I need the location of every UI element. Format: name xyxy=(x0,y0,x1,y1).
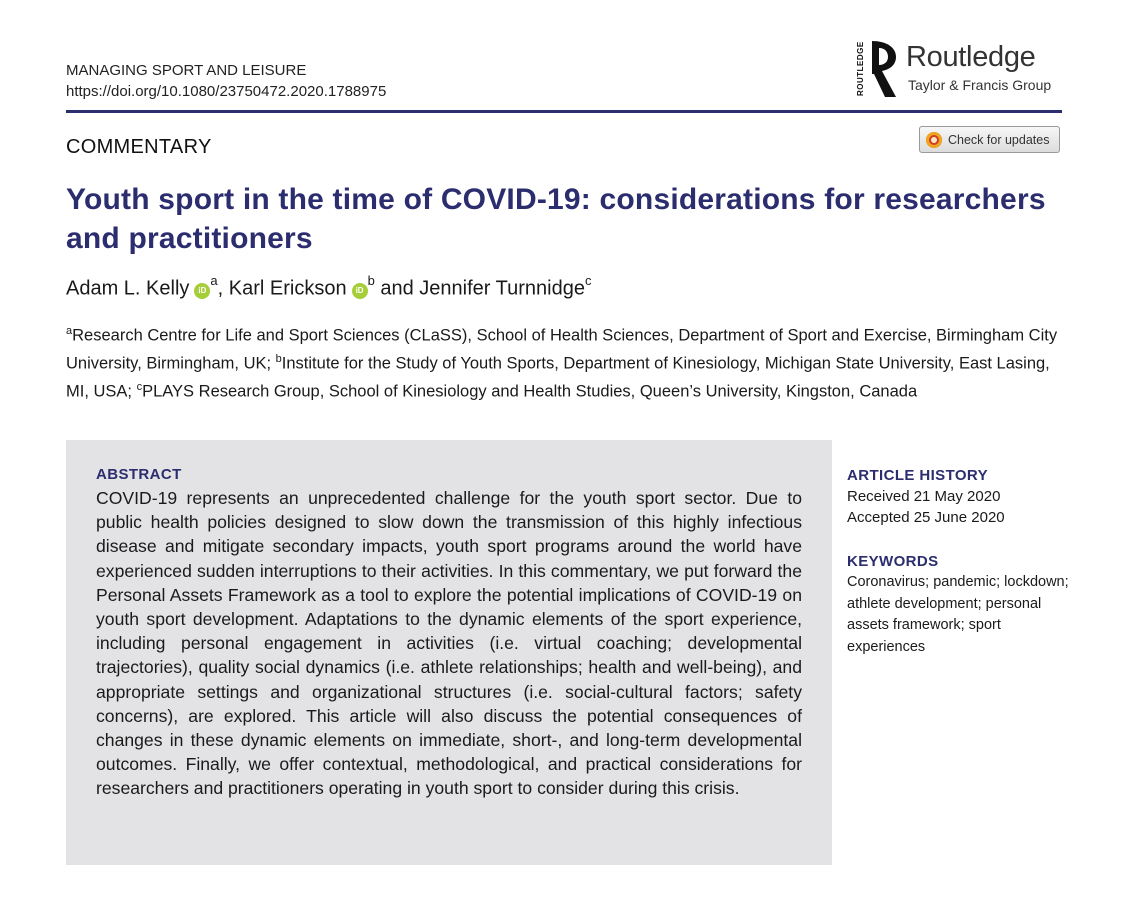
affiliation-mark: c xyxy=(136,381,143,393)
affiliation-mark: b xyxy=(367,273,375,288)
article-title: Youth sport in the time of COVID-19: considerations for researchers and practitioners xyxy=(66,183,1046,255)
routledge-r-icon xyxy=(868,39,902,99)
journal-header xyxy=(66,60,386,102)
orcid-icon[interactable]: iD xyxy=(352,283,368,299)
keywords-list: Coronavirus; pandemic; lockdown; athlete development; personal assets framework; sport experiences xyxy=(847,574,1069,655)
check-for-updates-button[interactable] xyxy=(919,126,1060,153)
author-name[interactable]: Karl Erickson xyxy=(228,277,347,300)
accepted-date: Accepted 25 June 2020 xyxy=(847,509,1005,526)
affiliation-text: Institute for the Study of Youth Sports, Department of Kinesiology, Michigan State University, East Lasing, MI, USA; xyxy=(66,354,1050,401)
keywords-heading: KEYWORDS xyxy=(847,553,939,570)
affiliation-text: Research Centre for Life and Sport Sciences (CLaSS), School of Health Sciences, Department of Sport and Exercise, Birmingham City University, Birmingham, UK; xyxy=(66,326,1058,373)
journal-name: MANAGING SPORT AND LEISURE xyxy=(66,62,307,79)
publisher-logo[interactable] xyxy=(856,39,1066,99)
author-list xyxy=(66,275,591,301)
logo-vertical-text: ROUTLEDGE xyxy=(856,41,865,96)
affiliation-mark: a xyxy=(210,273,218,288)
publisher-brand: Routledge xyxy=(906,41,1036,73)
affiliation-text: PLAYS Research Group, School of Kinesiology and Health Studies, Queen’s University, Kingston, Canada xyxy=(142,382,918,401)
crossmark-icon xyxy=(926,132,942,148)
author-separator: and xyxy=(374,277,420,300)
sidebar-spacer xyxy=(847,528,1077,551)
author-name[interactable]: Jennifer Turnnidge xyxy=(419,277,585,300)
article-history-heading: ARTICLE HISTORY xyxy=(847,467,989,484)
author-name[interactable]: Adam L. Kelly xyxy=(66,277,190,300)
received-date: Received 21 May 2020 xyxy=(847,488,1001,505)
publisher-subbrand: Taylor & Francis Group xyxy=(908,77,1052,93)
article-type-label: COMMENTARY xyxy=(66,136,212,158)
abstract-box xyxy=(66,440,832,865)
abstract-body: COVID-19 represents an unprecedented challenge for the youth sport sector. Due to public health policies designed to slow down the transmission of this highly infectious disease and mitigate secondary impacts, youth sport programs around the world have experienced sudden interruptions to their activities. In this commentary, we put forward the Personal Assets Framework as a tool to explore the potential implications of COVID-19 on youth sport development. Adaptations to the dynamic elements of the sport experience, including personal engagement in activities (i.e. virtual coaching; developmental trajectories), quality social dynamics (i.e. athlete relationships; health and well-being), and appropriate settings and organizational structures (i.e. social-cultural factors; safety concerns), are explored. This article will also discuss the potential consequences of changes in these dynamic elements on immediate, short-, and long-term developmental outcomes. Finally, we offer contextual, methodological, and practical considerations for researchers and practitioners operating in youth sport to consider during this crisis. xyxy=(96,488,802,799)
check-for-updates-label: Check for updates xyxy=(948,132,1050,147)
affiliation-mark: a xyxy=(66,325,73,337)
orcid-icon[interactable]: iD xyxy=(194,283,210,299)
author-separator: , xyxy=(217,277,229,300)
affiliation-mark: b xyxy=(275,353,282,365)
affiliation-mark: c xyxy=(584,273,592,288)
abstract-heading: ABSTRACT xyxy=(96,466,182,483)
header-divider xyxy=(66,110,1062,113)
doi-link[interactable]: https://doi.org/10.1080/23750472.2020.1788975 xyxy=(66,83,387,100)
affiliations xyxy=(66,320,1066,404)
article-sidebar xyxy=(847,465,1077,658)
